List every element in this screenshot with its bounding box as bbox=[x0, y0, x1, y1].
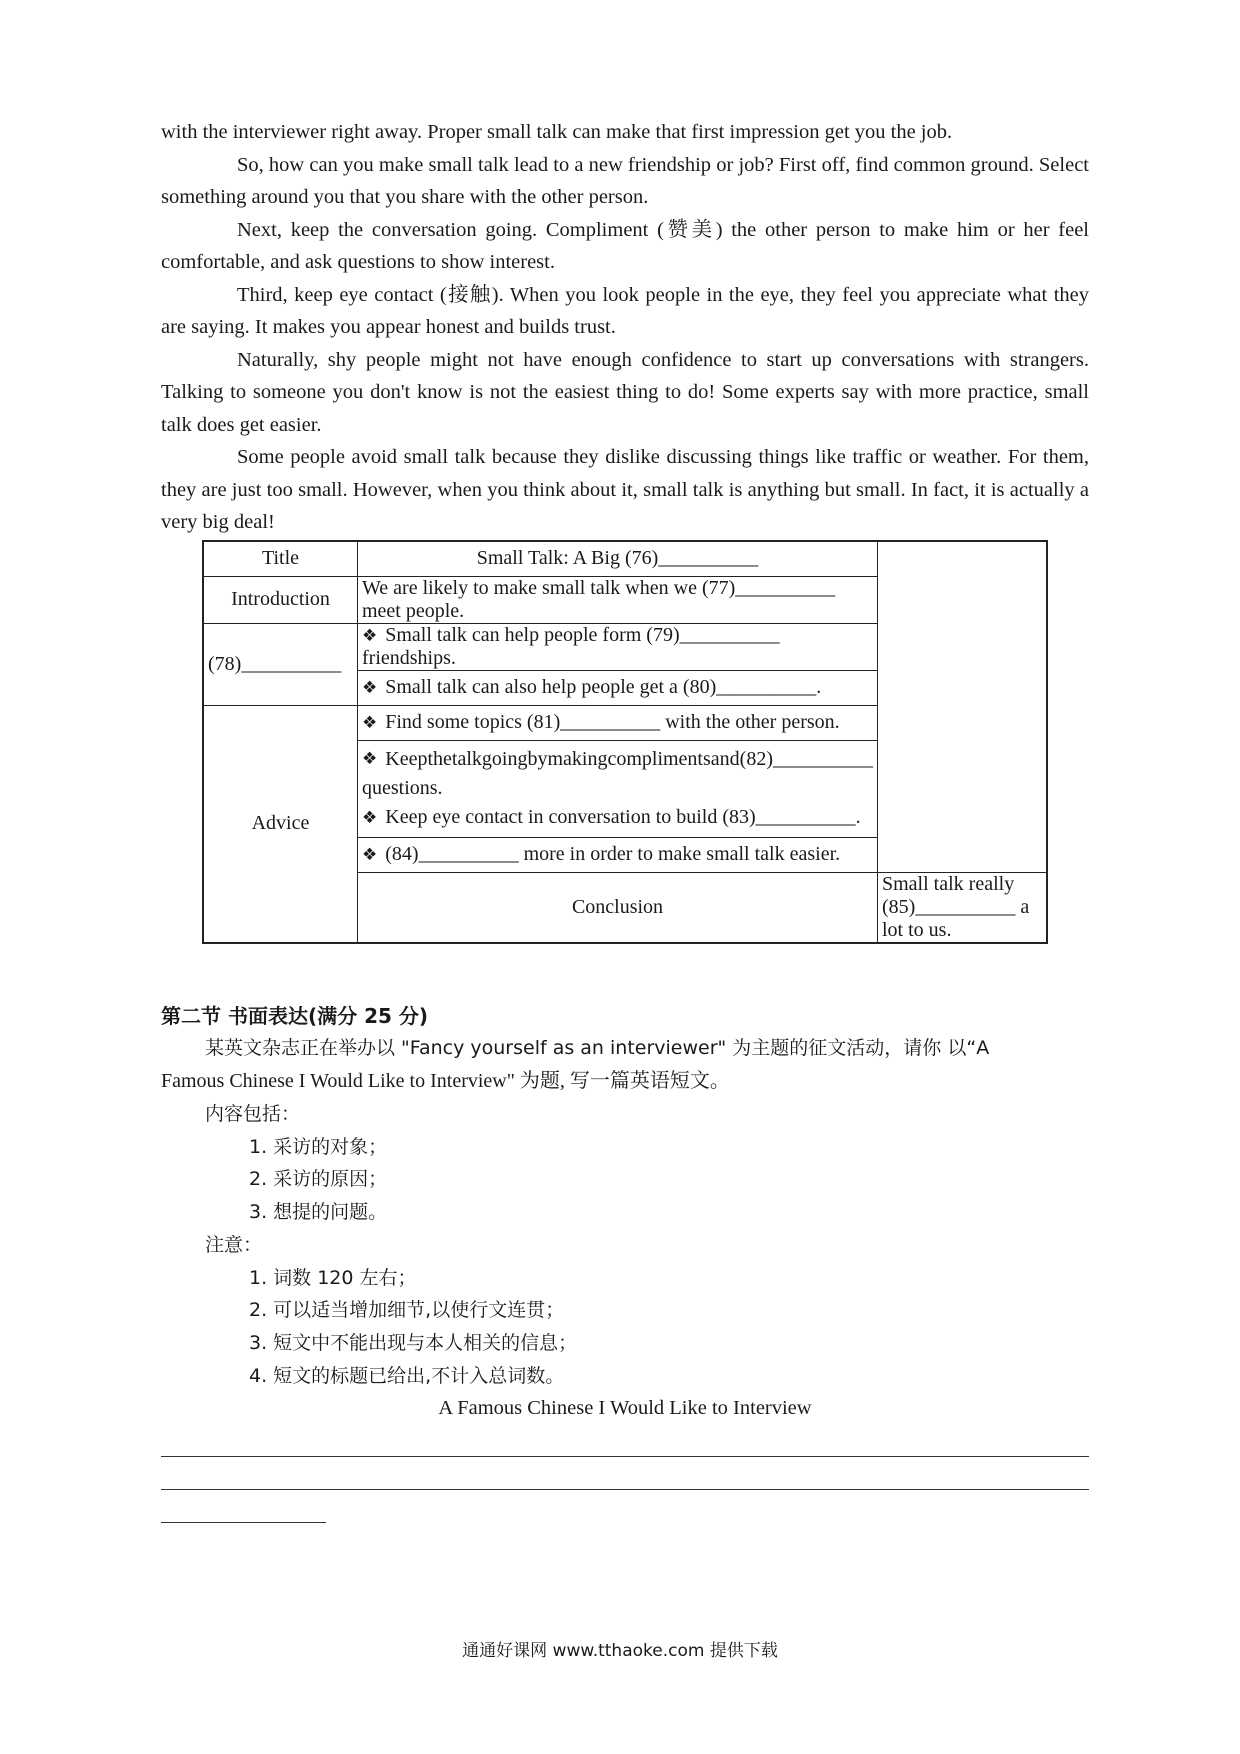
passage-paragraph: with the interviewer right away. Proper small talk can make that first impression get you the job. bbox=[161, 121, 953, 143]
advice-text: (84)__________ more in order to make small talk easier. bbox=[385, 843, 841, 865]
content-item: 3. 想提的问题。 bbox=[249, 1200, 388, 1223]
bullet-icon: ❖ bbox=[362, 625, 378, 646]
advice-item-2 bbox=[362, 745, 873, 774]
note-item: 3. 短文中不能出现与本人相关的信息； bbox=[249, 1332, 578, 1355]
content-heading: 内容包括： bbox=[205, 1102, 301, 1125]
conclusion-value: Small talk really (85)__________ a lot to us. bbox=[878, 872, 1048, 943]
advice-label: Advice bbox=[203, 705, 358, 943]
advice-word: compliments bbox=[607, 747, 711, 770]
advice-word: by bbox=[527, 747, 548, 770]
advice-item-3 bbox=[362, 803, 873, 833]
bullet-icon: ❖ bbox=[362, 748, 378, 769]
passage-paragraph: Next, keep the conversation going. Compliment (赞美) the other person to make him or her feel comfortable, and ask questions to show interest. bbox=[161, 218, 1089, 273]
passage-paragraph: So, how can you make small talk lead to a new friendship or job? First off, find common ground. Select something around you that you share with the other person. bbox=[161, 153, 1089, 208]
table-row bbox=[203, 623, 1047, 670]
benefit-item-2 bbox=[358, 670, 878, 705]
benefit-text: Small talk can also help people get a (80)__________. bbox=[385, 676, 822, 698]
answer-line[interactable] bbox=[161, 1457, 1089, 1490]
essay-title: A Famous Chinese I Would Like to Interview bbox=[438, 1397, 812, 1420]
advice-word: Keep bbox=[385, 747, 428, 770]
bullet-icon: ❖ bbox=[362, 713, 378, 733]
writing-prompt-line-2: Famous Chinese I Would Like to Interview" 为题, 写一篇英语短文。 bbox=[161, 1069, 730, 1092]
introduction-value: We are likely to make small talk when we (77)__________ meet people. bbox=[358, 576, 878, 623]
advice-word: the bbox=[427, 747, 452, 770]
advice-word: going bbox=[481, 747, 528, 770]
blank-78-label: (78)__________ bbox=[203, 623, 358, 705]
bullet-icon: ❖ bbox=[362, 845, 378, 865]
title-value: Small Talk: A Big (76)__________ bbox=[358, 541, 878, 577]
passage-paragraph: Third, keep eye contact (接触). When you look people in the eye, they feel you appreciate what they are saying. It makes you appear honest and builds trust. bbox=[161, 283, 1089, 338]
note-item: 1. 词数 120 左右； bbox=[249, 1266, 417, 1289]
answer-line[interactable] bbox=[161, 1424, 1089, 1457]
title-label: Title bbox=[203, 541, 358, 577]
section-title: 第二节 书面表达(满分 25 分) bbox=[161, 1003, 429, 1028]
summary-table bbox=[202, 540, 1048, 944]
advice-item-2-tail: questions. bbox=[362, 776, 443, 799]
bullet-icon: ❖ bbox=[362, 678, 378, 698]
introduction-label: Introduction bbox=[203, 576, 358, 623]
advice-word: and bbox=[710, 747, 740, 770]
bullet-icon: ❖ bbox=[362, 807, 378, 828]
benefit-item-1 bbox=[358, 623, 878, 670]
note-item: 2. 可以适当增加细节,以使行文连贯； bbox=[249, 1299, 565, 1322]
writing-prompt-line-1: 某英文杂志正在举办以 "Fancy yourself as an interviewer" 为主题的征文活动，请你 以“A bbox=[205, 1036, 990, 1059]
advice-text: Keep eye contact in conversation to build (83)__________. bbox=[385, 805, 861, 828]
answer-line[interactable] bbox=[161, 1490, 326, 1523]
advice-item-4 bbox=[358, 837, 878, 872]
advice-word: talk bbox=[451, 747, 482, 770]
passage-paragraph: Naturally, shy people might not have enough confidence to start up conversations with strangers. Talking to someone you don't know is not the easiest thing to do! Some experts say with more practice, small talk does get easier. bbox=[161, 348, 1089, 436]
advice-text: Find some topics (81)__________ with the other person. bbox=[385, 711, 840, 733]
passage-paragraph: Some people avoid small talk because they dislike discussing things like traffic or weather. For them, they are just too small. However, when you think about it, small talk is anything but small. In fact, it is actually a very big deal! bbox=[161, 446, 1089, 533]
footer-watermark: 通通好课网 www.tthaoke.com 提供下载 bbox=[462, 1641, 778, 1661]
benefit-text: Small talk can help people form (79)__________ friendships. bbox=[362, 623, 780, 669]
table-row bbox=[203, 541, 1047, 577]
content-item: 2. 采访的原因； bbox=[249, 1168, 388, 1191]
page-content bbox=[161, 116, 1089, 1523]
advice-word: (82)__________ bbox=[739, 747, 873, 770]
advice-item-1 bbox=[358, 705, 878, 740]
advice-item-2-and-3 bbox=[358, 740, 878, 837]
notes-heading: 注意： bbox=[205, 1233, 263, 1256]
table-row bbox=[203, 576, 1047, 623]
content-item: 1. 采访的对象； bbox=[249, 1135, 388, 1158]
note-item: 4. 短文的标题已给出,不计入总词数。 bbox=[249, 1364, 565, 1387]
advice-word: making bbox=[547, 747, 608, 770]
conclusion-label: Conclusion bbox=[358, 872, 878, 943]
table-row bbox=[203, 705, 1047, 740]
